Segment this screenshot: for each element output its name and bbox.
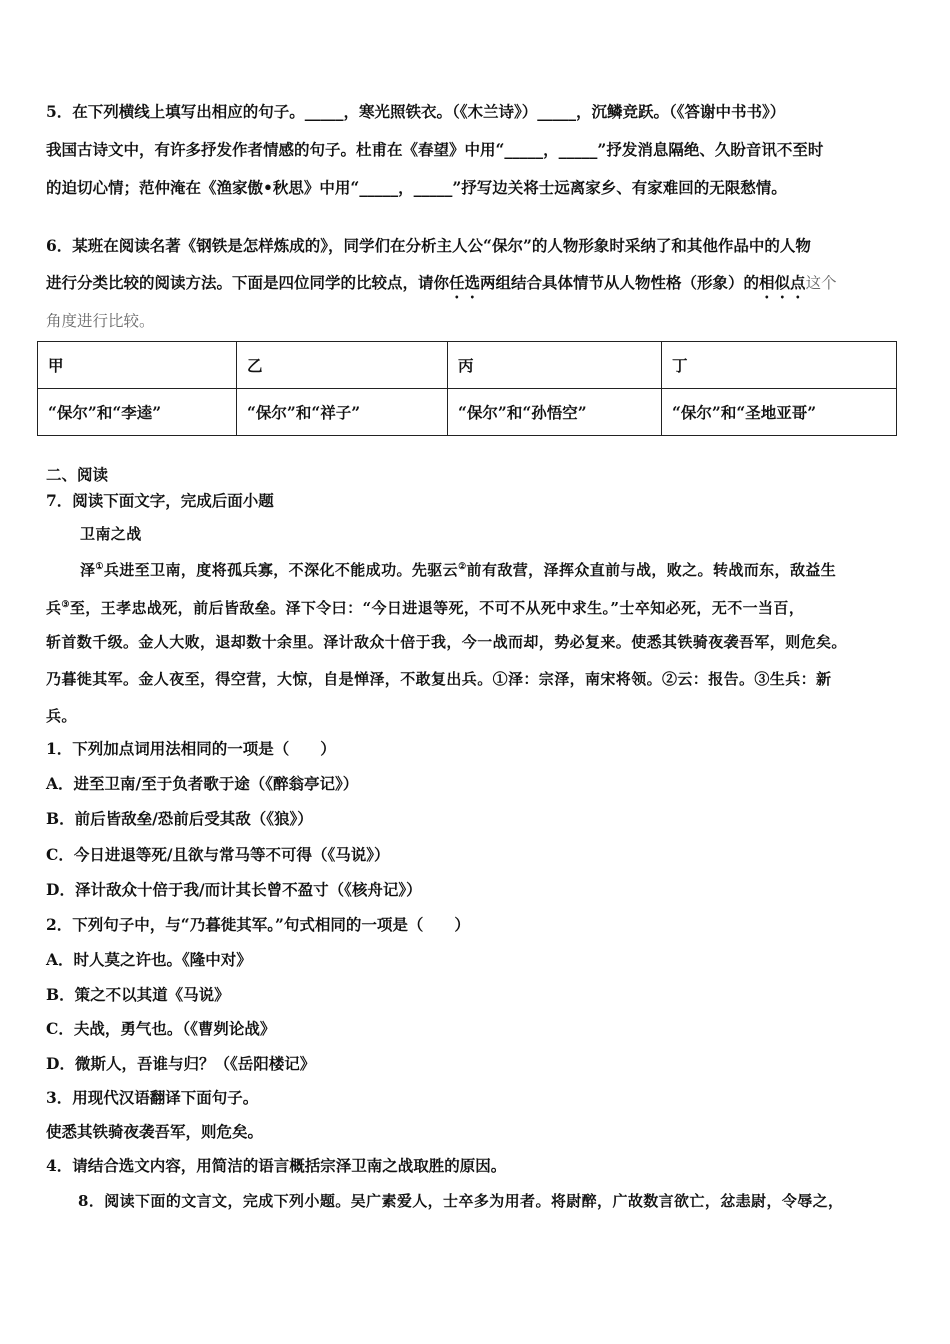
passage-text: 兵 — [46, 599, 62, 617]
q6-line2-text-e: 这个 — [805, 274, 837, 292]
table-row — [38, 342, 897, 389]
subq2-option-a: A．时人莫之许也。《隆中对》 — [46, 950, 252, 969]
subq2-option-c: C．夫战，勇气也。（《曹刿论战》 — [46, 1019, 276, 1038]
subq1-option-a: A．进至卫南/至于负者歌于途（《醉翁亭记》） — [46, 774, 359, 793]
q5-line1: 5．在下列横线上填写出相应的句子。_____，寒光照铁衣。（《木兰诗》）_____，沉鳞竞跃。（《答谢中书书》） — [46, 102, 786, 121]
q7-title: 7．阅读下面文字，完成后面小题 — [46, 491, 274, 510]
table-header-yi: 乙 — [237, 342, 448, 389]
comparison-table — [37, 341, 897, 436]
passage-text: 泽 — [80, 561, 96, 579]
subq1: 1．下列加点词用法相同的一项是（ ） — [46, 739, 336, 758]
passage-text: 前有敌营，泽挥众直前与战，败之。转战而东，敌益生 — [466, 561, 837, 579]
q5-line3: 的迫切心情；范仲淹在《渔家傲•秋思》中用“_____，_____”抒写边关将士远离家乡、有家难回的无限愁情。 — [46, 178, 787, 197]
q6-line1: 6．某班在阅读名著《钢铁是怎样炼成的》，同学们在分析主人公“保尔”的人物形象时采纳了和其他作品中的人物 — [46, 236, 811, 255]
q8-line1: 8．阅读下面的文言文，完成下列小题。吴广素爱人，士卒多为用者。将尉醉，广故数言欲亡，忿恚尉，令辱之， — [78, 1192, 844, 1210]
subq3: 3．用现代汉语翻译下面句子。 — [46, 1088, 259, 1107]
passage-title: 卫南之战 — [80, 525, 142, 543]
table-header-jia: 甲 — [38, 342, 237, 389]
subq2-option-d: D．微斯人，吾谁与归？（《岳阳楼记》 — [46, 1054, 316, 1073]
subq2: 2．下列句子中，与“乃暮徙其军。”句式相同的一项是（ ） — [46, 915, 470, 934]
subq1-option-d: D．泽计敌众十倍于我/而计其长曾不盈寸（《核舟记》） — [46, 880, 422, 899]
subq3-sentence: 使悉其铁骑夜袭吾军，则危矣。 — [46, 1122, 264, 1141]
q6-line3: 角度进行比较。 — [46, 312, 155, 330]
subq4: 4．请结合选文内容，用简洁的语言概括宗泽卫南之战取胜的原因。 — [46, 1156, 507, 1175]
q6-line2-text-c: 两组结合具体情节从人物性格（形象）的 — [480, 273, 760, 292]
q6-emphasis-renxuan: 任选 — [449, 273, 481, 292]
table-row — [38, 389, 897, 436]
footnote-mark-1: ① — [95, 562, 104, 572]
q6-line2 — [46, 272, 837, 302]
passage-line4: 乃暮徙其军。金人夜至，得空营，大惊，自是惮泽，不敢复出兵。①泽：宗泽，南宋将领。②云：报告。③生兵：新 — [46, 670, 832, 688]
footnote-mark-2: ② — [458, 562, 467, 572]
footnote-mark-3: ③ — [61, 600, 70, 610]
table-cell-ding: “保尔”和“圣地亚哥” — [662, 389, 897, 436]
passage-line1 — [80, 556, 836, 581]
subq1-option-b: B．前后皆敌垒/恐前后受其敌（《狼》） — [46, 809, 313, 828]
q5-line2: 我国古诗文中，有许多抒发作者情感的句子。杜甫在《春望》中用“_____，_____”抒发消息隔绝、久盼音讯不至时 — [46, 140, 824, 159]
section-heading: 二、阅读 — [46, 465, 109, 484]
table-header-ding: 丁 — [662, 342, 897, 389]
subq1-option-c: C．今日进退等死/且欲与常马等不可得（《马说》） — [46, 845, 390, 864]
passage-line5: 兵。 — [46, 707, 77, 725]
passage-text: 至，王孝忠战死，前后皆敌垒。泽下令曰：“今日进退等死，不可不从死中求生。”士卒知必死，无不一当百， — [69, 599, 805, 617]
table-cell-yi: “保尔”和“祥子” — [237, 389, 448, 436]
q6-line2-text-a: 进行分类比较的阅读方法。下面是四位同学的比较点，请你 — [46, 273, 450, 292]
table-header-bing: 丙 — [448, 342, 662, 389]
table-cell-jia: “保尔”和“李逵” — [38, 389, 237, 436]
q6-emphasis-xiangsidian: 相似点 — [759, 273, 806, 292]
passage-line3: 斩首数千级。金人大败，退却数十余里。泽计敌众十倍于我，今一战而却，势必复来。使悉其铁骑夜袭吾军，则危矣。 — [46, 633, 847, 651]
passage-line2 — [46, 594, 804, 619]
passage-text: 兵进至卫南，度将孤兵寡，不深化不能成功。先驱云 — [103, 561, 459, 579]
table-cell-bing: “保尔”和“孙悟空” — [448, 389, 662, 436]
subq2-option-b: B．策之不以其道《马说》 — [46, 985, 230, 1004]
